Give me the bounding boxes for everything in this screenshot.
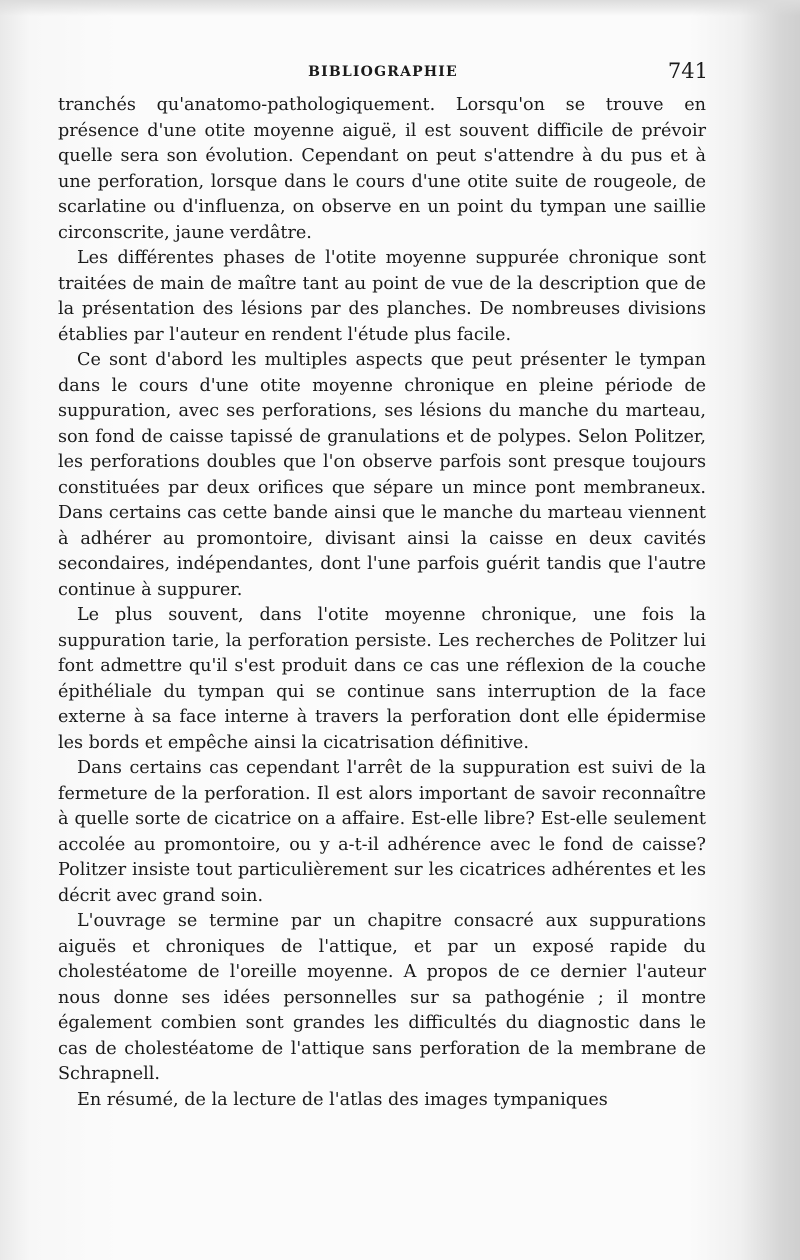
paragraph: Dans certains cas cependant l'arrêt de la suppuration est suivi de la fermeture de la perforation. Il est alors important de savoir reconnaître à quelle sorte de cicatrice on a affaire. Est-elle libre? Est-elle seulement accolée au promontoire, ou y a-t-il adhérence avec le fond de caisse? Politzer insiste tout particulièrement sur les cicatrices adhérentes et les décrit avec grand soin. <box>58 758 706 906</box>
page-header <box>58 59 708 86</box>
paragraph: L'ouvrage se termine par un chapitre consacré aux suppurations aiguës et chroniques de l'attique, et par un exposé rapide du cholestéatome de l'oreille moyenne. A propos de ce dernier l'auteur nous donne ses idées personnelles sur sa pathogénie ; il montre également combien sont grandes les difficultés du diagnostic dans le cas de cholestéatome de l'attique sans perforation de la membrane de Schrapnell. <box>58 911 706 1084</box>
body-text <box>58 93 706 1113</box>
paragraph-continuation: tranchés qu'anatomo-pathologiquement. Lorsqu'on se trouve en présence d'une otite moyenne aiguë, il est souvent difficile de prévoir quelle sera son évolution. Cependant on peut s'attendre à du pus et à une perforation, lorsque dans le cours d'une otite suite de rougeole, de scarlatine ou d'influenza, on observe en un point du tympan une saillie circonscrite, jaune verdâtre. <box>58 95 706 243</box>
paragraph-last: En résumé, de la lecture de l'atlas des images tympaniques <box>77 1089 608 1110</box>
paragraph: Les différentes phases de l'otite moyenne suppurée chronique sont traitées de main de maître tant au point de vue de la description que de la présentation des lésions par des planches. De nombreuses divisions établies par l'auteur en rendent l'étude plus facile. <box>58 248 706 345</box>
paragraph: Le plus souvent, dans l'otite moyenne chronique, une fois la suppuration tarie, la perforation persiste. Les recherches de Politzer lui font admettre qu'il s'est produit dans ce cas une réflexion de la couche épithéliale du tympan qui se continue sans interruption de la face externe à sa face interne à travers la perforation dont elle épidermise les bords et empêche ainsi la cicatrisation définitive. <box>58 605 706 753</box>
paragraph: Ce sont d'abord les multiples aspects que peut présenter le tympan dans le cours d'une otite moyenne chronique en pleine période de suppuration, avec ses perforations, ses lésions du manche du marteau, son fond de caisse tapissé de granulations et de polypes. Selon Politzer, les perforations doubles que l'on observe parfois sont presque toujours constituées par deux orifices que sépare un mince pont membraneux. Dans certains cas cette bande ainsi que le manche du marteau viennent à adhérer au promontoire, divisant ainsi la caisse en deux cavités secondaires, indépendantes, dont l'une parfois guérit tandis que l'autre continue à suppurer. <box>58 350 706 600</box>
page-number: 741 <box>667 59 708 83</box>
running-title: BIBLIOGRAPHIE <box>308 64 458 80</box>
